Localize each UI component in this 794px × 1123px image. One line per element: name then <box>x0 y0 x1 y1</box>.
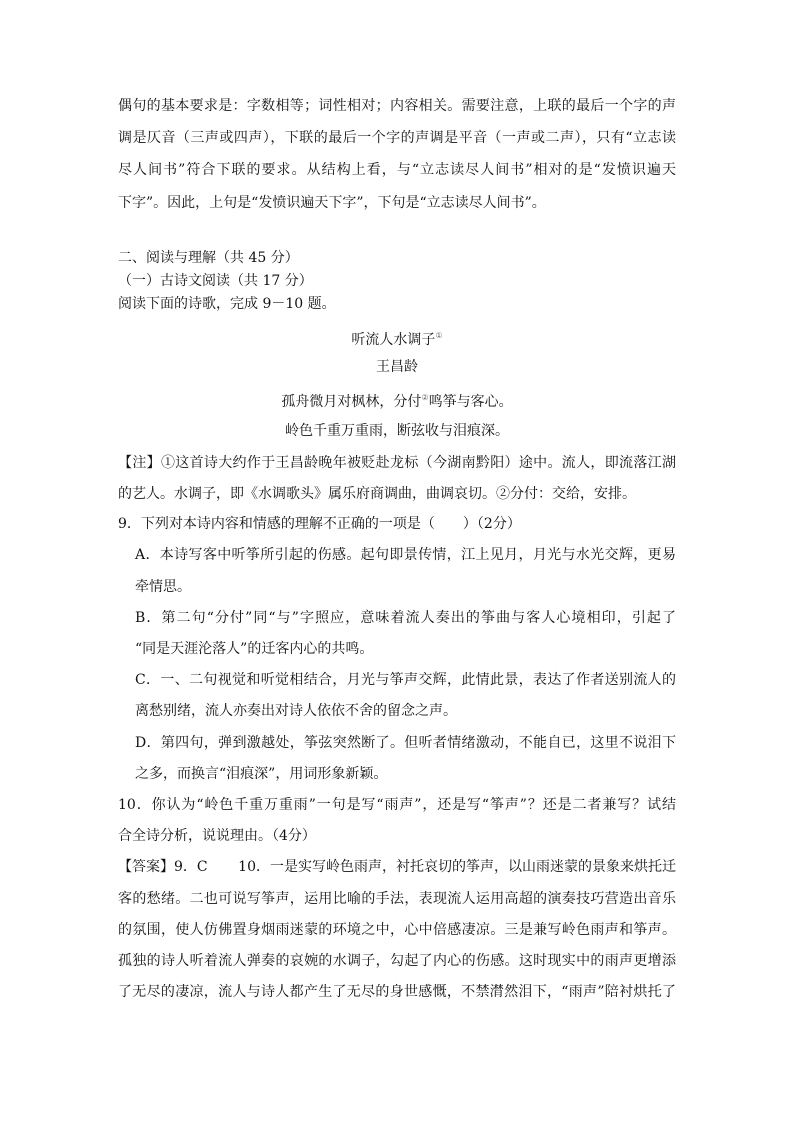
intro-line: 下字”。因此，上句是“发愤识遍天下字”，下句是“立志读尽人间书”。 <box>118 195 546 211</box>
section-title: 二、阅读与理解（共 45 分） <box>118 250 299 266</box>
poem-line-text: 孤舟微月对枫林，分付 <box>281 394 422 410</box>
option-c-cont: 离愁别绪，流人亦奏出对诗人依依不舍的留念之声。 <box>135 703 457 719</box>
question-9-stem: 9．下列对本诗内容和情感的理解不正确的一项是（ ）（2分） <box>118 516 521 532</box>
poem-title-text: 听流人水调子 <box>351 332 436 348</box>
note-line: 的艺人。水调子，即《水调歌头》属乐府商调曲，曲调哀切。②分付：交给，安排。 <box>118 486 636 502</box>
poem-line <box>118 388 676 412</box>
answer-line: 孤独的诗人听着流人弹奏的哀婉的水调子，勾起了内心的伤感。这时现实中的雨声更增添 <box>118 953 676 969</box>
intro-line: 调是仄音（三声或四声），下联的最后一个字的声调是平音（一声或二声），只有“立志读 <box>118 130 676 146</box>
answer-line: 客的愁绪。二也可说写筝声，运用比喻的手法，表现流人运用高超的演奏技巧营造出音乐 <box>118 891 676 907</box>
option-a-cont: 牵情思。 <box>135 579 191 595</box>
question-10: 10．你认为“岭色千重万重雨”一句是写“雨声”，还是写“筝声”？还是二者兼写？试结 <box>118 797 676 813</box>
answer-line <box>118 857 676 877</box>
answer-text: 10．一是实写岭色雨声，衬托哀切的筝声，以山雨迷蒙的景象来烘托迁 <box>238 859 676 875</box>
option-d: D．第四句，弹到激越处，筝弦突然断了。但听者情绪激动，不能自已，这里不说泪下 <box>135 735 676 751</box>
option-d-cont: 之多，而换言“泪痕深”，用词形象新颖。 <box>135 766 388 782</box>
option-c: C．一、二句视觉和听觉相结合，月光与筝声交辉，此情此景，表达了作者送别流人的 <box>135 672 676 688</box>
poem-title <box>118 326 676 350</box>
footnote-marker: ② <box>421 393 429 402</box>
answer-line: 的氛围，使人仿佛置身烟雨迷蒙的环境之中，心中倍感凄凉。三是兼写岭色雨声和筝声。 <box>118 922 676 938</box>
intro-line: 偶句的基本要求是：字数相等；词性相对；内容相关。需要注意，上联的最后一个字的声 <box>118 98 676 114</box>
poem-author: 王昌龄 <box>376 359 418 375</box>
intro-line: 尽人间书”符合下联的要求。从结构上看，与“立志读尽人间书”相对的是“发愤识遍天 <box>118 162 676 178</box>
poem-line: 岭色千重万重雨，断弦收与泪痕深。 <box>285 423 509 439</box>
subsection-title: （一）古诗文阅读（共 17 分） <box>118 273 313 289</box>
question-10-cont: 合全诗分析，说说理由。（4分） <box>118 828 316 844</box>
note-line: 【注】①这首诗大约作于王昌龄晚年被贬赴龙标（今湖南黔阳）途中。流人，即流落江湖 <box>118 455 676 471</box>
option-b: B．第二句“分付”同“与”字照应，意味着流人奏出的筝曲与客人心境相印，引起了 <box>135 610 676 626</box>
answer-label: 【答案】9．C <box>118 859 208 875</box>
answer-line: 了无尽的凄凉，流人与诗人都产生了无尽的身世感慨，不禁潸然泪下，“雨声”陪衬烘托了 <box>118 984 676 1000</box>
footnote-marker: ① <box>435 331 443 340</box>
option-b-cont: “同是天涯沦落人”的迁客内心的共鸣。 <box>135 641 374 657</box>
poem-line-text: 鸣筝与客心。 <box>428 394 513 410</box>
option-a: A．本诗写客中听筝所引起的伤感。起句即景传情，江上见月，月光与水光交辉，更易 <box>135 547 676 563</box>
instruction: 阅读下面的诗歌，完成 9－10 题。 <box>118 296 336 312</box>
